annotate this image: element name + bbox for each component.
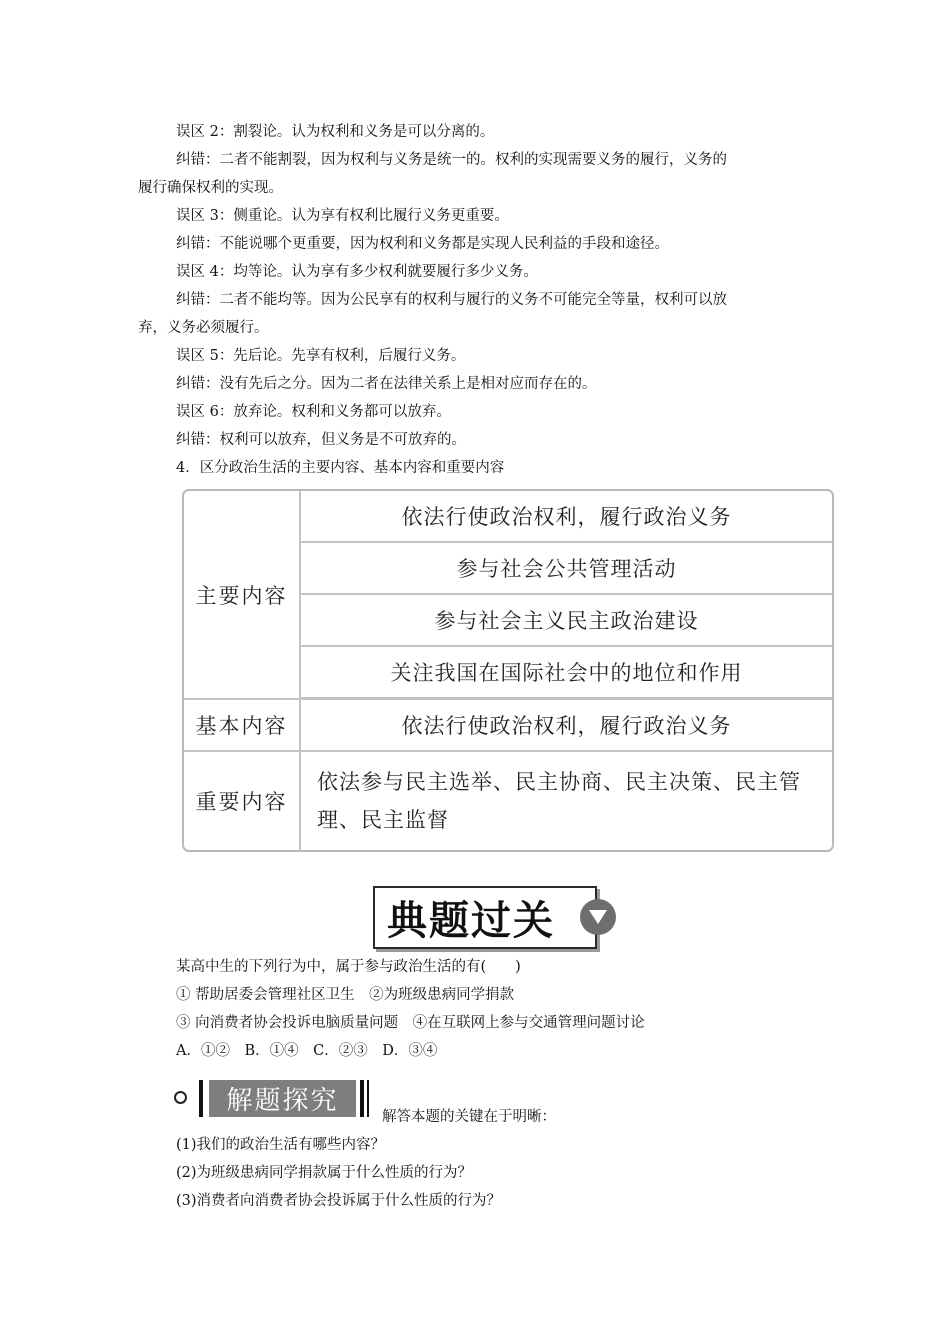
- content-comparison-table: [182, 489, 834, 852]
- paragraph-correction-4-line2: 弃，义务必须履行。: [138, 320, 269, 336]
- section-banner: 典题过关: [373, 886, 597, 949]
- basic-content-item: 依法行使政治权利，履行政治义务: [301, 700, 832, 752]
- paragraph-misconception-6: 误区 6：放弃论。权利和义务都可以放弃。: [176, 404, 451, 420]
- tag-bar-right-thin: [367, 1080, 369, 1117]
- paragraph-correction-2-line2: 履行确保权利的实现。: [138, 180, 283, 196]
- question-options-line1: ① 帮助居委会管理社区卫生 ②为班级患病同学捐款: [176, 987, 515, 1003]
- main-content-item-2: 参与社会公共管理活动: [301, 543, 832, 595]
- explore-question-2: (2)为班级患病同学捐款属于什么性质的行为？: [176, 1165, 473, 1181]
- question-options-line2: ③ 向消费者协会投诉电脑质量问题 ④在互联网上参与交通管理问题讨论: [176, 1015, 645, 1031]
- main-content-item-4: 关注我国在国际社会中的地位和作用: [301, 647, 832, 699]
- basic-content-label: 基本内容: [184, 700, 301, 750]
- important-content-label: 重要内容: [184, 752, 301, 850]
- paragraph-correction-2-line1: 纠错：二者不能割裂，因为权利与义务是统一的。权利的实现需要义务的履行，义务的: [176, 152, 727, 168]
- triangle-down-icon: [580, 899, 616, 935]
- paragraph-misconception-3: 误区 3：侧重论。认为享有权利比履行义务更重要。: [176, 208, 509, 224]
- paragraph-misconception-4: 误区 4：均等论。认为享有多少权利就要履行多少义务。: [176, 264, 538, 280]
- paragraph-correction-5: 纠错：没有先后之分。因为二者在法律关系上是相对应而存在的。: [176, 376, 597, 392]
- explore-intro: 解答本题的关键在于明晰：: [382, 1109, 556, 1125]
- explore-tag: 解题探究: [209, 1080, 356, 1117]
- circle-icon: [174, 1091, 187, 1104]
- paragraph-misconception-2: 误区 2：割裂论。认为权利和义务是可以分离的。: [176, 124, 495, 140]
- paragraph-correction-4-line1: 纠错：二者不能均等。因为公民享有的权利与履行的义务不可能完全等量，权利可以放: [176, 292, 727, 308]
- main-content-item-1: 依法行使政治权利，履行政治义务: [301, 491, 832, 543]
- explore-question-3: (3)消费者向消费者协会投诉属于什么性质的行为？: [176, 1193, 502, 1209]
- main-content-label: 主要内容: [184, 491, 301, 699]
- tag-bar-left: [199, 1080, 203, 1117]
- main-content-item-3: 参与社会主义民主政治建设: [301, 595, 832, 647]
- explore-question-1: (1)我们的政治生活有哪些内容？: [176, 1137, 386, 1153]
- section-heading-4: 4．区分政治生活的主要内容、基本内容和重要内容: [176, 460, 505, 476]
- paragraph-correction-3: 纠错：不能说哪个更重要，因为权利和义务都是实现人民利益的手段和途径。: [176, 236, 669, 252]
- tag-bar-right: [360, 1080, 364, 1117]
- answer-choices: A．①② B．①④ C．②③ D．③④: [176, 1043, 438, 1059]
- paragraph-misconception-5: 误区 5：先后论。先享有权利，后履行义务。: [176, 348, 466, 364]
- question-stem: 某高中生的下列行为中，属于参与政治生活的有( ): [176, 959, 521, 975]
- paragraph-correction-6: 纠错：权利可以放弃，但义务是不可放弃的。: [176, 432, 466, 448]
- important-content-item: 依法参与民主选举、民主协商、民主决策、民主管理、民主监督: [317, 770, 801, 832]
